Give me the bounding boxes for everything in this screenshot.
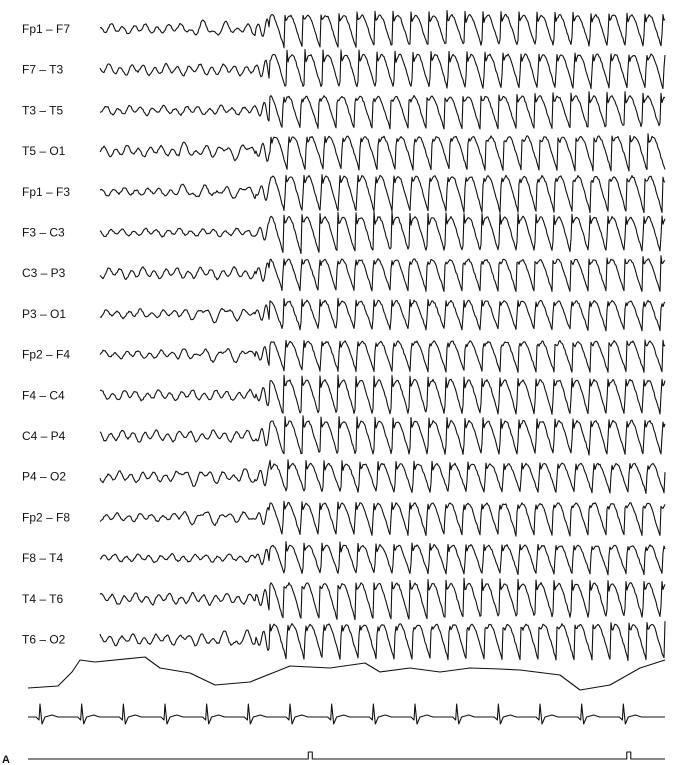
channel-label: P4 – O2 [22, 469, 67, 484]
panel-label: A [2, 754, 10, 765]
channel-label: Fp2 – F4 [22, 347, 71, 362]
eeg-trace [100, 460, 665, 494]
channel-label: F3 – C3 [22, 225, 65, 240]
channel-label: F7 – T3 [22, 62, 64, 77]
eeg-trace [100, 340, 665, 372]
channel-label: F4 – C4 [22, 388, 65, 403]
eeg-trace [100, 375, 665, 414]
eeg-trace [100, 542, 665, 575]
eeg-trace [100, 92, 665, 129]
eeg-trace [100, 298, 665, 331]
channel-label: P3 – O1 [22, 306, 67, 321]
channel-label: Fp2 – F8 [22, 510, 71, 525]
eeg-trace [100, 211, 665, 253]
slow-wave-trace [28, 657, 665, 690]
eeg-trace [100, 578, 665, 619]
channel-label: T3 – T5 [22, 103, 64, 118]
eeg-trace [100, 621, 665, 660]
eeg-trace [100, 134, 665, 171]
eeg-trace [100, 256, 665, 292]
channel-label: Fp1 – F3 [22, 184, 71, 199]
channel-label: F8 – T4 [22, 551, 64, 566]
eeg-trace [100, 50, 665, 89]
channel-label: C3 – P3 [22, 266, 66, 281]
event-marker-trace [28, 752, 665, 759]
eeg-trace [100, 416, 665, 455]
eeg-trace [100, 175, 665, 213]
channel-label: T5 – O1 [22, 144, 66, 159]
eeg-trace [100, 501, 665, 536]
channel-label: T4 – T6 [22, 591, 64, 606]
channel-label: Fp1 – F7 [22, 22, 71, 36]
channel-label: C4 – P4 [22, 429, 66, 443]
channel-label: T6 – O2 [22, 632, 66, 647]
ecg-trace [28, 704, 665, 724]
eeg-trace [100, 11, 665, 48]
